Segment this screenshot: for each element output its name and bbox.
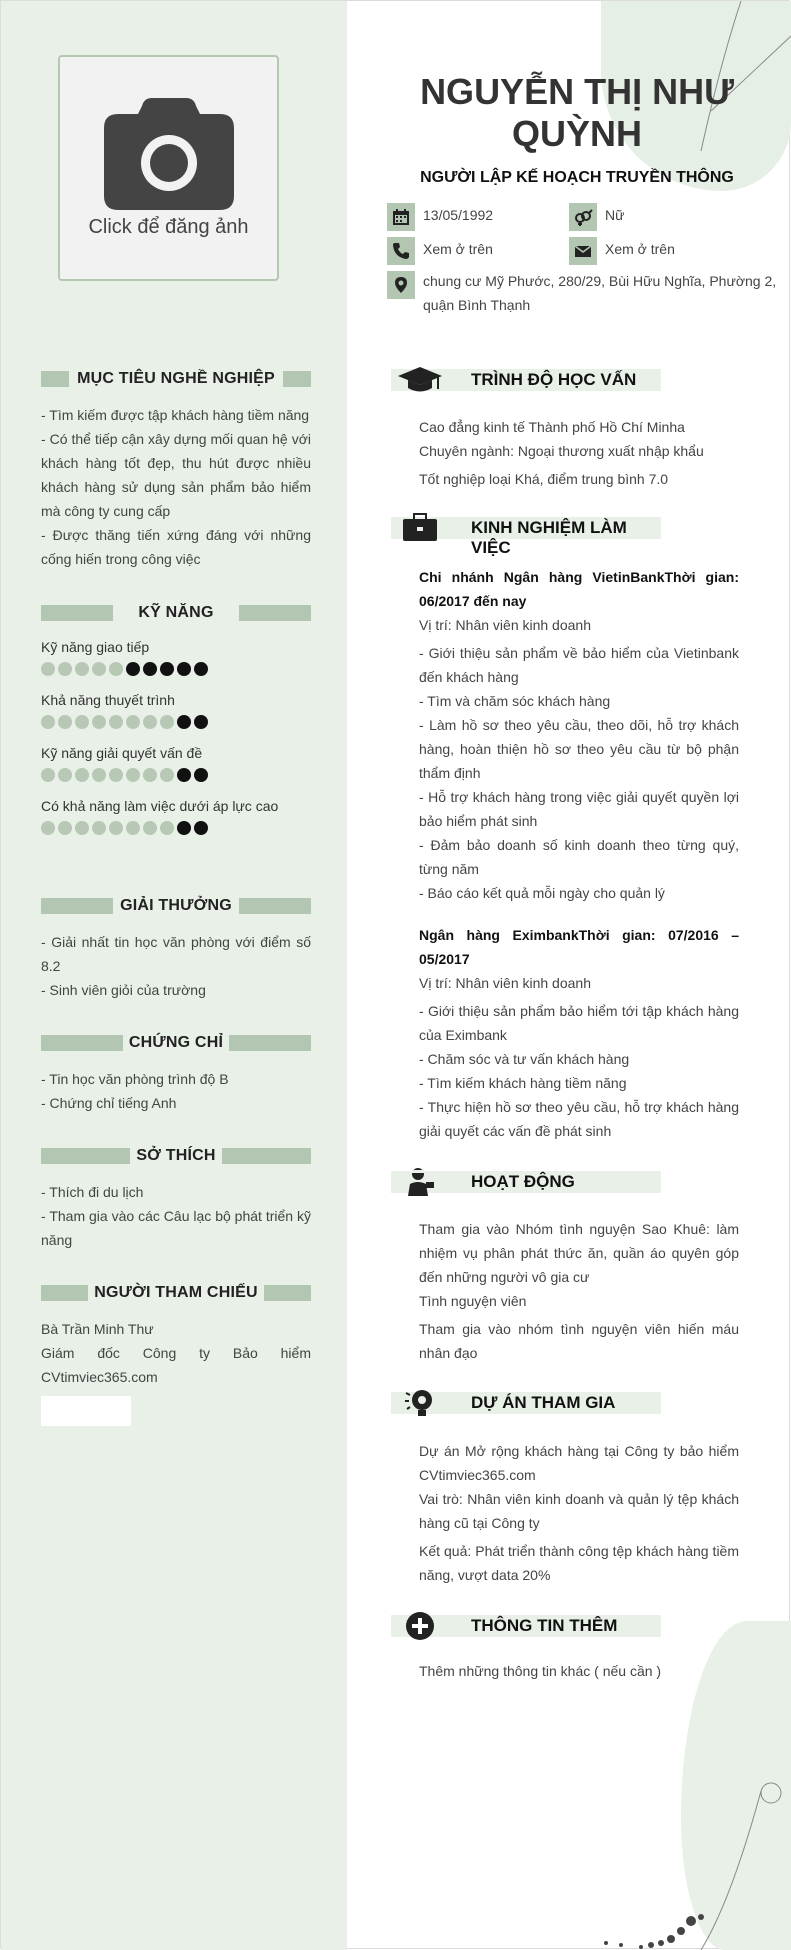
phone-value[interactable]: Xem ở trên — [423, 241, 493, 257]
rating-dot — [58, 821, 72, 835]
rating-dot — [75, 821, 89, 835]
job-task: - Tìm kiếm khách hàng tiềm năng — [419, 1075, 627, 1091]
activities-body — [419, 1217, 739, 1365]
skill-rating — [41, 821, 311, 835]
photo-upload[interactable] — [58, 55, 279, 281]
activities-title: HOẠT ĐỘNG — [471, 1172, 575, 1191]
skill-name: Khả năng thuyết trình — [41, 692, 175, 708]
rating-dot — [75, 715, 89, 729]
hobby-line: - Thích đi du lịch — [41, 1184, 144, 1200]
project-desc: Dự án Mở rộng khách hàng tại Công ty bảo hiểm CVtimviec365.com — [419, 1443, 739, 1483]
section-heading — [41, 1146, 311, 1166]
gender-value: Nữ — [605, 207, 625, 223]
certificate-line: - Tin học văn phòng trình độ B — [41, 1071, 229, 1087]
activity-desc: Tham gia vào nhóm tình nguyện viên hiến máu nhân đạo — [419, 1321, 739, 1361]
reference-line: Giám đốc Công ty Bảo hiểm CVtimviec365.com — [41, 1345, 311, 1385]
more-text: Thêm những thông tin khác ( nếu cần ) — [419, 1663, 662, 1679]
rating-dot — [126, 715, 140, 729]
skill-item — [41, 690, 311, 729]
more-body — [419, 1659, 739, 1683]
email-icon-box — [569, 237, 597, 265]
section-heading — [41, 1283, 311, 1303]
photo-caption: Click để đăng ảnh — [88, 215, 249, 238]
education-grade: Tốt nghiệp loại Khá, điểm trung bình 7.0 — [419, 471, 669, 487]
rating-dot — [41, 821, 55, 835]
experience-title: KINH NGHIỆM LÀM VIỆC — [471, 518, 627, 557]
reference-line: Bà Trần Minh Thư — [41, 1321, 154, 1337]
skill-item — [41, 743, 311, 782]
rating-dot — [58, 715, 72, 729]
address-value: chung cư Mỹ Phước, 280/29, Bùi Hữu Nghĩa, Phường 2, quận Bình Thạnh — [423, 273, 777, 313]
rating-dot — [58, 662, 72, 676]
skills-section — [41, 603, 311, 835]
rating-dot — [160, 715, 174, 729]
projects-title: DỰ ÁN THAM GIA — [471, 1393, 616, 1412]
award-line: - Sinh viên giỏi của trường — [41, 982, 206, 998]
rating-dot — [109, 768, 123, 782]
rating-dot — [160, 821, 174, 835]
camera-icon — [104, 98, 234, 210]
education-title: TRÌNH ĐỘ HỌC VẤN — [471, 370, 637, 389]
rating-dot — [41, 662, 55, 676]
dob-icon-box — [387, 203, 415, 231]
main-content — [347, 1, 791, 1950]
projects-body — [419, 1439, 739, 1587]
volunteer-icon — [404, 1166, 436, 1198]
activities-heading — [391, 1165, 661, 1199]
rating-dot — [126, 768, 140, 782]
education-body — [419, 415, 739, 491]
address-icon-box — [387, 271, 415, 299]
rating-dot — [194, 715, 208, 729]
skills-title: KỸ NĂNG — [132, 604, 219, 622]
job-position: Vị trí: Nhân viên kinh doanh — [419, 975, 591, 991]
rating-dot — [160, 662, 174, 676]
section-heading — [41, 603, 311, 623]
section-heading — [41, 369, 311, 389]
job-task: - Thực hiện hồ sơ theo yêu cầu, hỗ trợ khách hàng giải quyết các vấn đề phát sinh — [419, 1099, 739, 1139]
rating-dot — [126, 821, 140, 835]
education-heading — [391, 363, 661, 397]
candidate-role: NGƯỜI LẬP KẾ HOẠCH TRUYỀN THÔNG — [420, 169, 734, 186]
rating-dot — [177, 715, 191, 729]
rating-dot — [92, 715, 106, 729]
rating-dot — [194, 768, 208, 782]
rating-dot — [75, 662, 89, 676]
rating-dot — [41, 715, 55, 729]
experience-heading — [391, 511, 661, 557]
rating-dot — [143, 768, 157, 782]
education-school: Cao đẳng kinh tế Thành phố Hồ Chí Minha — [419, 419, 685, 435]
job-task: - Làm hồ sơ theo yêu cầu, theo dõi, hỗ trợ khách hàng, hoàn thiện hồ sơ theo yêu cầu từ bộ phận thẩm định — [419, 717, 739, 781]
awards-text — [41, 930, 311, 1002]
skill-name: Kỹ năng giao tiếp — [41, 639, 150, 655]
job-task: - Giới thiệu sản phẩm bảo hiểm tới tập khách hàng của Eximbank — [419, 1003, 739, 1043]
rating-dot — [92, 662, 106, 676]
rating-dot — [109, 821, 123, 835]
hobbies-title: SỞ THÍCH — [130, 1147, 221, 1165]
rating-dot — [194, 821, 208, 835]
certificate-line: - Chứng chỉ tiếng Anh — [41, 1095, 177, 1111]
objective-title: MỤC TIÊU NGHỀ NGHIỆP — [71, 370, 281, 388]
award-line: - Giải nhất tin học văn phòng với điểm số 8.2 — [41, 934, 311, 974]
skills-list — [41, 637, 311, 835]
rating-dot — [109, 662, 123, 676]
job-task: - Tìm và chăm sóc khách hàng — [419, 693, 611, 709]
gender-icon-box — [569, 203, 597, 231]
skill-rating — [41, 715, 311, 729]
gender-icon — [574, 208, 592, 226]
skill-rating — [41, 662, 311, 676]
lightbulb-gear-icon — [404, 1387, 436, 1419]
rating-dot — [92, 768, 106, 782]
project-result: Kết quả: Phát triển thành công tệp khách hàng tiềm năng, vượt data 20% — [419, 1543, 739, 1583]
skill-name: Kỹ năng giải quyết vấn đề — [41, 745, 203, 761]
objective-line: - Tìm kiếm được tập khách hàng tiềm năng — [41, 407, 310, 423]
references-text — [41, 1317, 311, 1385]
blank-box — [41, 1396, 131, 1426]
references-section — [41, 1283, 311, 1385]
hobby-line: - Tham gia vào các Câu lạc bộ phát triển kỹ năng — [41, 1208, 311, 1248]
map-pin-icon — [392, 276, 410, 294]
rating-dot — [177, 662, 191, 676]
rating-dot — [194, 662, 208, 676]
job-task: - Giới thiệu sản phẩm về bảo hiểm của Vietinbank đến khách hàng — [419, 645, 739, 685]
skill-name: Có khả năng làm việc dưới áp lực cao — [41, 798, 279, 814]
activity-desc: Tham gia vào Nhóm tình nguyện Sao Khuê: làm nhiệm vụ phân phát thức ăn, quần áo quyên góp đến những người vô gia cư — [419, 1221, 739, 1285]
rating-dot — [58, 768, 72, 782]
rating-dot — [177, 768, 191, 782]
rating-dot — [143, 662, 157, 676]
phone-icon-box — [387, 237, 415, 265]
hobbies-text — [41, 1180, 311, 1252]
job-task: - Chăm sóc và tư vấn khách hàng — [419, 1051, 630, 1067]
rating-dot — [41, 768, 55, 782]
briefcase-icon — [403, 513, 437, 543]
rating-dot — [126, 662, 140, 676]
experience-body — [419, 565, 739, 1143]
more-heading — [391, 1609, 661, 1643]
graduation-cap-icon — [398, 365, 442, 395]
skill-item — [41, 637, 311, 676]
rating-dot — [92, 821, 106, 835]
rating-dot — [109, 715, 123, 729]
job-tasks — [419, 999, 739, 1143]
skill-item — [41, 796, 311, 835]
rating-dot — [143, 821, 157, 835]
plus-circle-icon — [405, 1611, 435, 1641]
rating-dot — [177, 821, 191, 835]
calendar-icon — [392, 208, 410, 226]
project-role: Vai trò: Nhân viên kinh doanh và quản lý tệp khách hàng cũ tại Công ty — [419, 1491, 739, 1531]
awards-title: GIẢI THƯỞNG — [114, 897, 238, 915]
envelope-icon — [574, 242, 592, 260]
job-task: - Hỗ trợ khách hàng trong việc giải quyết quyền lợi bảo hiểm phát sinh — [419, 789, 739, 829]
job-task: - Đảm bảo doanh số kinh doanh theo từng quý, từng năm — [419, 837, 739, 877]
activity-role: Tình nguyện viên — [419, 1293, 527, 1309]
projects-heading — [391, 1386, 661, 1420]
job-heading: Chi nhánh Ngân hàng VietinBankThời gian: 06/2017 đến nay — [419, 569, 739, 609]
skill-rating — [41, 768, 311, 782]
certificates-text — [41, 1067, 311, 1115]
certificates-section — [41, 1033, 311, 1115]
section-heading — [41, 1033, 311, 1053]
rating-dot — [160, 768, 174, 782]
awards-section — [41, 896, 311, 1002]
rating-dot — [143, 715, 157, 729]
more-title: THÔNG TIN THÊM — [471, 1616, 618, 1635]
education-major: Chuyên ngành: Ngoại thương xuất nhập khẩu — [419, 443, 704, 459]
hobbies-section — [41, 1146, 311, 1252]
objective-line: - Có thể tiếp cận xây dựng mối quan hệ với khách hàng tốt đẹp, thu hút được nhiều khách hàng sử dụng sản phẩm bảo hiểm mà công ty cung cấp — [41, 431, 311, 519]
candidate-name: NGUYỄN THỊ NHƯ QUỲNH — [420, 71, 734, 154]
dob-value: 13/05/1992 — [423, 207, 494, 223]
objective-section — [41, 369, 311, 571]
certificates-title: CHỨNG CHỈ — [123, 1034, 229, 1052]
phone-icon — [392, 242, 410, 260]
rating-dot — [75, 768, 89, 782]
objective-text — [41, 403, 311, 571]
job-heading: Ngân hàng EximbankThời gian: 07/2016 – 05/2017 — [419, 927, 739, 967]
references-title: NGƯỜI THAM CHIẾU — [88, 1284, 263, 1302]
email-value[interactable]: Xem ở trên — [605, 241, 675, 257]
job-task: - Báo cáo kết quả mỗi ngày cho quản lý — [419, 885, 665, 901]
job-tasks — [419, 641, 739, 905]
job-position: Vị trí: Nhân viên kinh doanh — [419, 617, 591, 633]
section-heading — [41, 896, 311, 916]
objective-line: - Được thăng tiến xứng đáng với những cống hiến trong công việc — [41, 527, 311, 567]
